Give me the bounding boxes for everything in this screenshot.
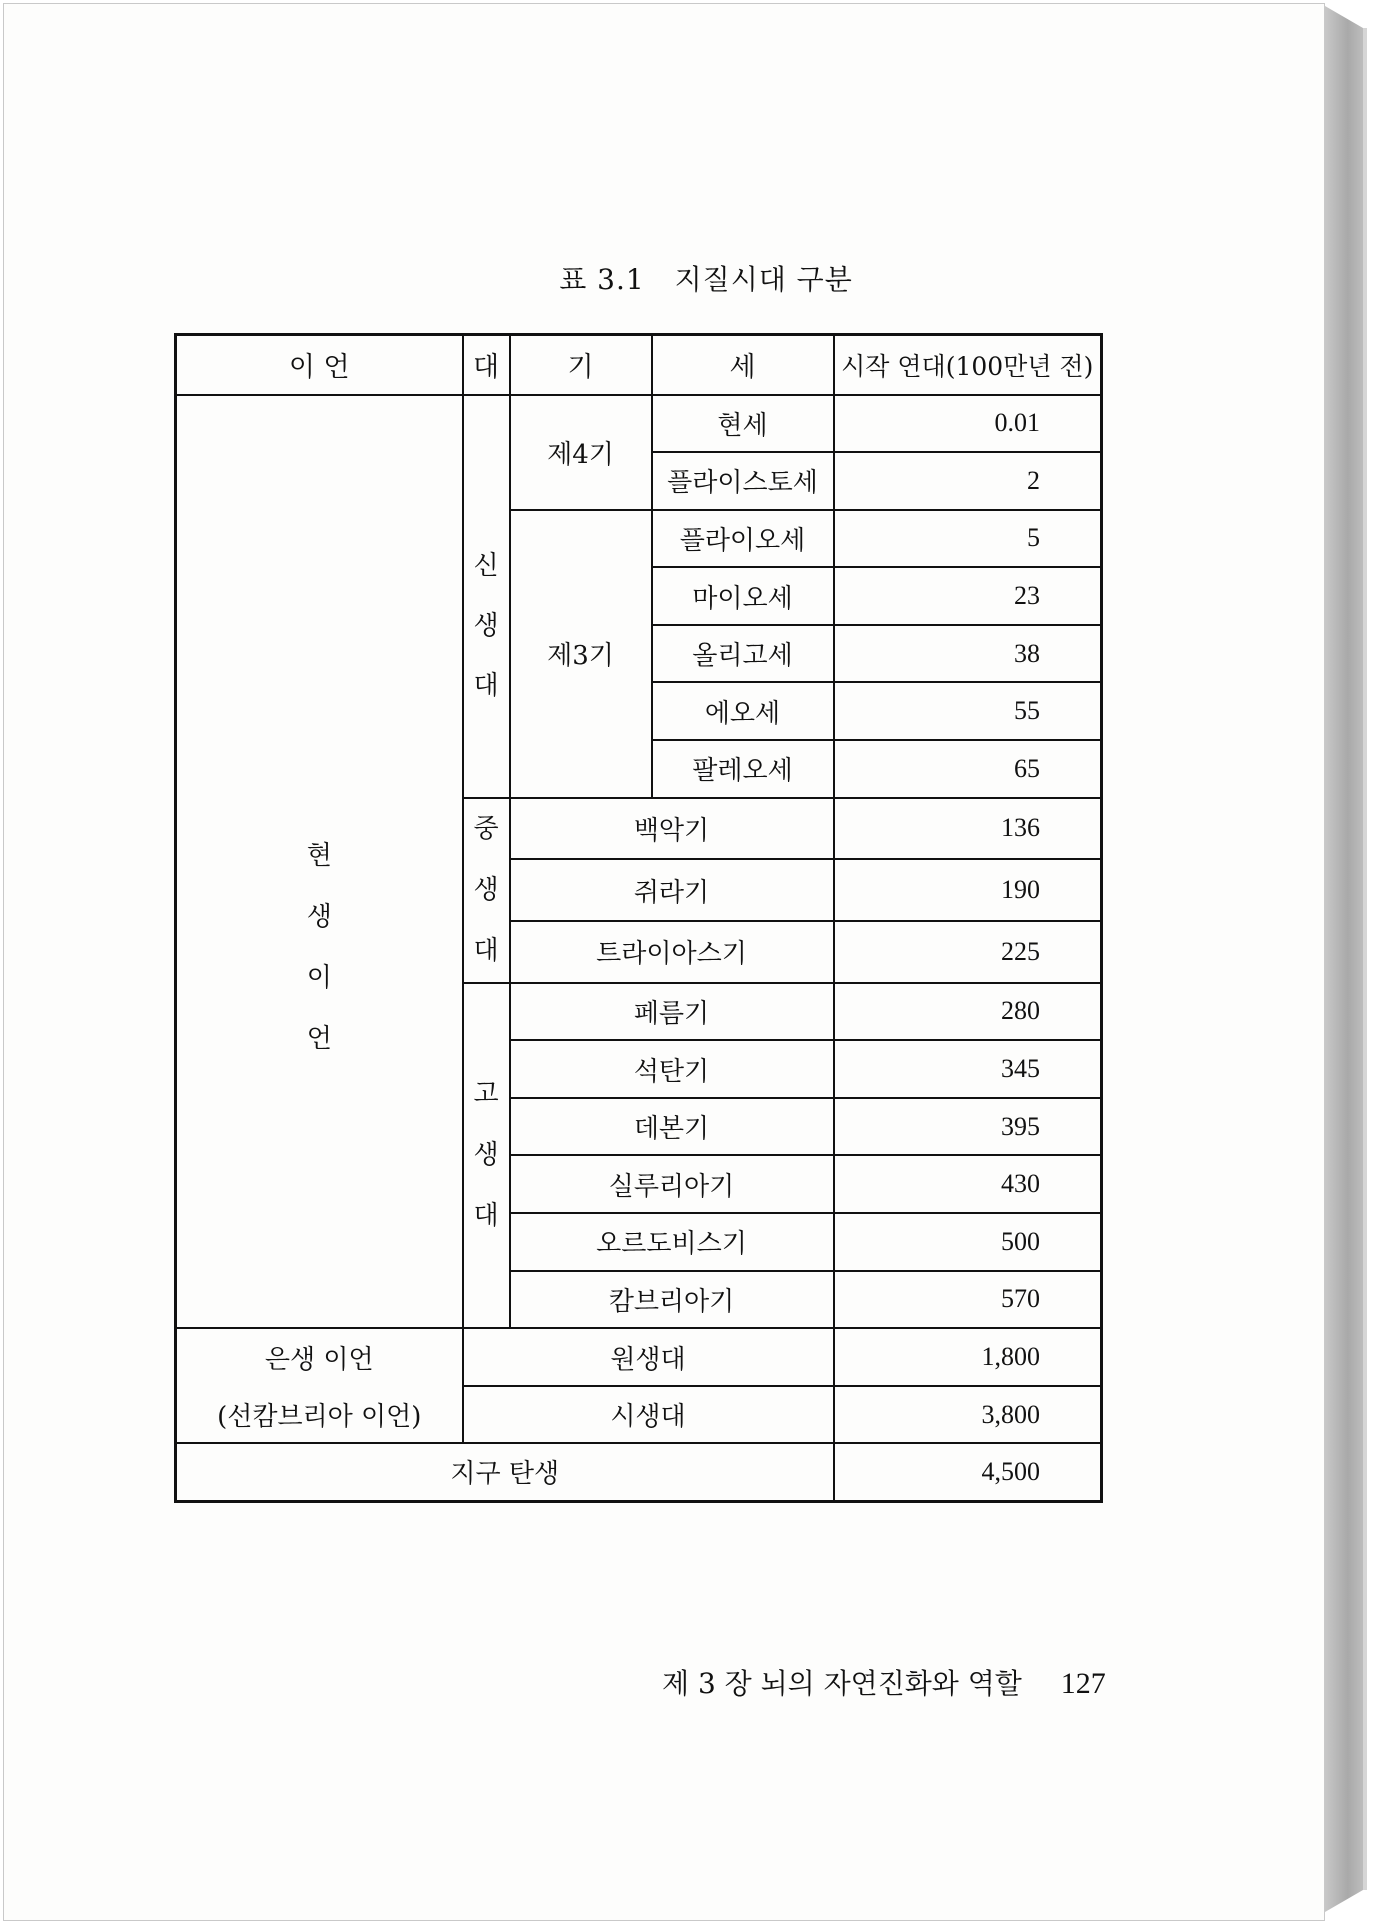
start-age-value: 3,800 (834, 1386, 1102, 1444)
period-name: 트라이아스기 (510, 921, 834, 983)
page-footer (662, 1662, 1106, 1702)
start-age-value: 570 (834, 1271, 1102, 1329)
caption-title: 지질시대 구분 (674, 263, 853, 296)
eon-phanerozoic: 현 생 이 언 (176, 395, 463, 1329)
header-era: 대 (463, 335, 510, 395)
eon-cryptozoic-line2: (선캄브리아 이언) (176, 1386, 463, 1444)
header-epoch: 세 (652, 335, 834, 395)
start-age-value: 55 (834, 682, 1102, 740)
era-name: 원생대 (463, 1328, 834, 1386)
period-name: 쥐라기 (510, 859, 834, 921)
period-name: 페름기 (510, 983, 834, 1041)
table-row (176, 1386, 1102, 1444)
period-name: 실루리아기 (510, 1155, 834, 1213)
start-age-value: 23 (834, 567, 1102, 625)
start-age-value: 38 (834, 625, 1102, 683)
period-name: 캄브리아기 (510, 1271, 834, 1329)
page-number: 127 (1060, 1667, 1106, 1700)
period-name: 오르도비스기 (510, 1213, 834, 1271)
start-age-value: 500 (834, 1213, 1102, 1271)
epoch-name: 현세 (652, 395, 834, 453)
period-quaternary: 제4기 (510, 395, 652, 510)
start-age-value: 5 (834, 510, 1102, 568)
start-age-value: 4,500 (834, 1443, 1102, 1501)
era-mesozoic: 중 생 대 (463, 798, 510, 983)
earth-formation: 지구 탄생 (176, 1443, 834, 1501)
start-age-value: 430 (834, 1155, 1102, 1213)
table-caption (0, 258, 1392, 298)
start-age-value: 280 (834, 983, 1102, 1041)
start-age-value: 190 (834, 859, 1102, 921)
table-row (176, 1443, 1102, 1501)
era-name: 시생대 (463, 1386, 834, 1444)
caption-label: 표 3.1 (559, 263, 645, 296)
header-start-age: 시작 연대(100만년 전) (834, 335, 1102, 395)
period-name: 석탄기 (510, 1040, 834, 1098)
start-age-value: 395 (834, 1098, 1102, 1156)
era-paleozoic: 고 생 대 (463, 983, 510, 1329)
geologic-time-table (174, 333, 1103, 1503)
start-age-value: 65 (834, 740, 1102, 798)
page-edge-line (1363, 28, 1367, 1890)
period-name: 백악기 (510, 798, 834, 860)
header-period: 기 (510, 335, 652, 395)
epoch-name: 에오세 (652, 682, 834, 740)
start-age-value: 1,800 (834, 1328, 1102, 1386)
epoch-name: 플라이오세 (652, 510, 834, 568)
period-tertiary: 제3기 (510, 510, 652, 798)
start-age-value: 0.01 (834, 395, 1102, 453)
period-name: 데본기 (510, 1098, 834, 1156)
header-eon: 이 언 (176, 335, 463, 395)
table-header-row (176, 335, 1102, 395)
start-age-value: 136 (834, 798, 1102, 860)
epoch-name: 플라이스토세 (652, 452, 834, 510)
start-age-value: 225 (834, 921, 1102, 983)
start-age-value: 2 (834, 452, 1102, 510)
epoch-name: 팔레오세 (652, 740, 834, 798)
epoch-name: 올리고세 (652, 625, 834, 683)
epoch-name: 마이오세 (652, 567, 834, 625)
start-age-value: 345 (834, 1040, 1102, 1098)
table-row (176, 1328, 1102, 1386)
era-cenozoic: 신 생 대 (463, 395, 510, 798)
chapter-title: 제 3 장 뇌의 자연진화와 역할 (662, 1667, 1022, 1700)
table-row (176, 395, 1102, 453)
eon-cryptozoic-line1: 은생 이언 (176, 1328, 463, 1386)
